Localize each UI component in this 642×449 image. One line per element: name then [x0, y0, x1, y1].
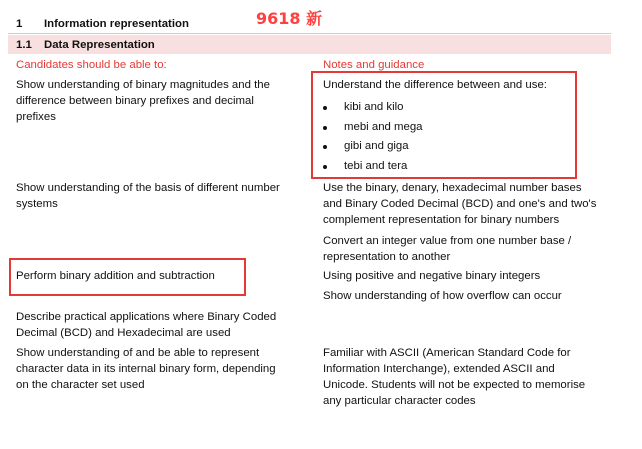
row3-left-line1: Perform binary addition and subtraction — [16, 270, 215, 282]
bullet-tebi-tera: tebi and tera — [344, 160, 408, 172]
highlight-box-prefixes — [311, 71, 577, 179]
subsection-number: 1.1 — [16, 39, 32, 51]
row2-right-line2: and Binary Coded Decimal (BCD) and one's and two's — [323, 198, 597, 210]
row2-right2-line1: Convert an integer value from one number base / — [323, 235, 572, 247]
row4-left-line2: Decimal (BCD) and Hexadecimal are used — [16, 327, 231, 339]
row5-right-line4: any particular character codes — [323, 395, 476, 407]
section-number: 1 — [16, 18, 23, 30]
bullet-gibi-giga: gibi and giga — [344, 140, 409, 152]
row2-left-line1: Show understanding of the basis of different number — [16, 182, 280, 194]
bullet-kibi-kilo: kibi and kilo — [344, 101, 404, 113]
section-title: Information representation — [44, 18, 189, 30]
row1-left-line3: prefixes — [16, 111, 56, 123]
row2-left-line2: systems — [16, 198, 58, 210]
row3-right-line1: Using positive and negative binary integers — [323, 270, 541, 282]
row5-left-line1: Show understanding of and be able to represent — [16, 347, 260, 359]
row2-right-line3: complement representation for binary numbers — [323, 214, 560, 226]
right-column-header: Notes and guidance — [323, 59, 425, 71]
subsection-title: Data Representation — [44, 39, 155, 51]
left-column-header: Candidates should be able to: — [16, 59, 167, 71]
row4-left-line1: Describe practical applications where Binary Coded — [16, 311, 277, 323]
row3-right2-line1: Show understanding of how overflow can occur — [323, 290, 562, 302]
row1-left-line1: Show understanding of binary magnitudes and the — [16, 79, 270, 91]
section-divider — [8, 33, 611, 34]
highlight-box-binary-addition — [9, 258, 246, 296]
row5-right-line3: Unicode. Students will not be expected to memorise — [323, 379, 586, 391]
row1-left-line2: difference between binary prefixes and decimal — [16, 95, 254, 107]
row2-right-line1: Use the binary, denary, hexadecimal number bases — [323, 182, 582, 194]
row5-right-line2: Information Interchange), extended ASCII and — [323, 363, 555, 375]
row5-left-line2: character data in its internal binary form, depending — [16, 363, 276, 375]
row5-right-line1: Familiar with ASCII (American Standard Code for — [323, 347, 571, 359]
bullet-mebi-mega: mebi and mega — [344, 121, 423, 133]
row1-right-intro: Understand the difference between and use: — [323, 79, 547, 91]
row5-left-line3: on the character set used — [16, 379, 145, 391]
row2-right2-line2: representation to another — [323, 251, 451, 263]
watermark-label: 9618 新 — [256, 9, 323, 28]
